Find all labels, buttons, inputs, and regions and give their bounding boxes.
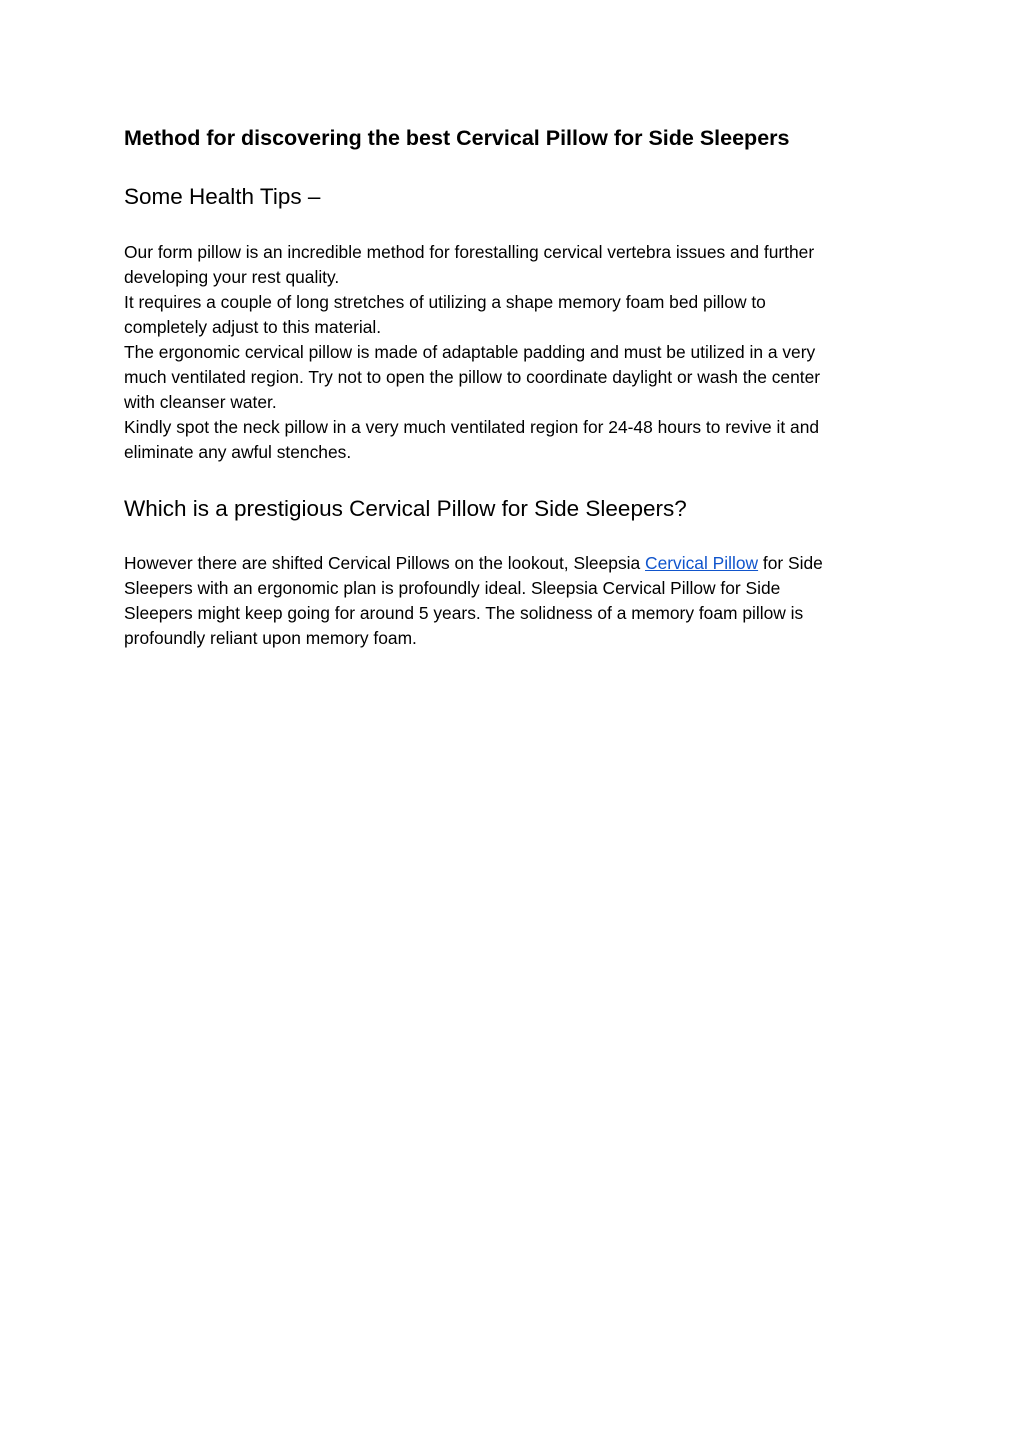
paragraph-line-with-link: [124, 551, 894, 576]
paragraph-line: developing your rest quality.: [124, 267, 340, 287]
paragraph-line: Sleepers with an ergonomic plan is profoundly ideal. Sleepsia Cervical Pillow for Side: [124, 578, 781, 598]
paragraph-line: much ventilated region. Try not to open the pillow to coordinate daylight or wash the center: [124, 367, 821, 387]
line-text-before-link: However there are shifted Cervical Pillows on the lookout, Sleepsia: [124, 553, 646, 573]
paragraph-line: The ergonomic cervical pillow is made of adaptable padding and must be utilized in a very: [124, 342, 816, 362]
paragraph-line: It requires a couple of long stretches of utilizing a shape memory foam bed pillow to: [124, 292, 766, 312]
health-tips-paragraph: [124, 240, 894, 465]
paragraph-line: with cleanser water.: [124, 392, 277, 412]
document-title: Method for discovering the best Cervical Pillow for Side Sleepers: [124, 126, 790, 150]
paragraph-line: Kindly spot the neck pillow in a very much ventilated region for 24-48 hours to revive it and: [124, 417, 820, 437]
section-heading-health-tips: Some Health Tips –: [124, 184, 321, 209]
section-heading-prestigious-pillow: Which is a prestigious Cervical Pillow for Side Sleepers?: [124, 496, 687, 521]
paragraph-line: profoundly reliant upon memory foam.: [124, 628, 417, 648]
cervical-pillow-link[interactable]: Cervical Pillow: [645, 553, 759, 573]
line-text-after-link: for Side: [758, 553, 823, 573]
paragraph-line: Our form pillow is an incredible method for forestalling cervical vertebra issues and further: [124, 242, 815, 262]
paragraph-line: Sleepers might keep going for around 5 years. The solidness of a memory foam pillow is: [124, 603, 804, 623]
paragraph-line: completely adjust to this material.: [124, 317, 382, 337]
prestigious-pillow-paragraph: [124, 551, 894, 651]
paragraph-line: eliminate any awful stenches.: [124, 442, 352, 462]
